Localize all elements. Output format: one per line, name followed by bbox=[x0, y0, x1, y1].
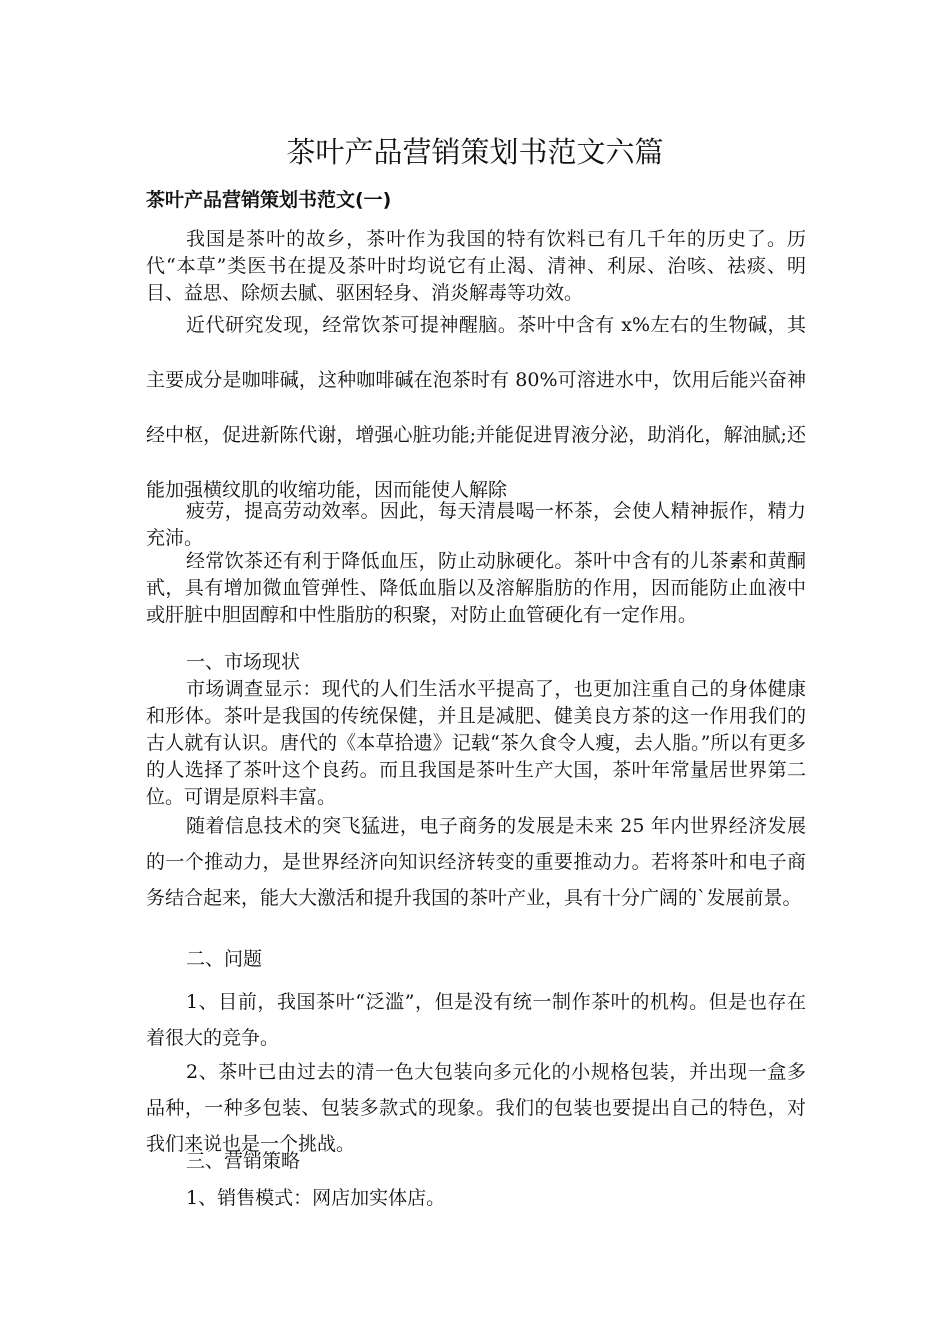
heading-problems: 二、问题 bbox=[186, 948, 263, 970]
paragraph-intro: 我国是茶叶的故乡，茶叶作为我国的特有饮料已有几千年的历史了。历代“本草”类医书在提及茶叶时均说它有止渴、清神、利尿、治咳、祛痰、明目、益思、除烦去腻、驱困轻身、消炎解毒等功效。 bbox=[146, 228, 806, 304]
paragraph-problem-1: 1、目前，我国茶叶“泛滥”，但是没有统一制作茶叶的机构。但是也存在着很大的竞争。 bbox=[146, 991, 806, 1049]
paragraph-sales-model: 1、销售模式：网店加实体店。 bbox=[186, 1187, 446, 1209]
paragraph-research: 近代研究发现，经常饮茶可提神醒脑。茶叶中含有 x%左右的生物碱，其主要成分是咖啡碱，这种咖啡碱在泡茶时有 80%可溶进水中，饮用后能兴奋神经中枢，促进新陈代谢，增强心脏功能;并能促进胃液分泌，助消化，解油腻;还能加强横纹肌的收缩功能，因而能使人解除 bbox=[146, 314, 806, 501]
paragraph-fatigue: 疲劳，提高劳动效率。因此，每天清晨喝一杯茶，会使人精神振作，精力充沛。 bbox=[146, 500, 806, 549]
paragraph-blood-pressure: 经常饮茶还有利于降低血压，防止动脉硬化。茶叶中含有的儿茶素和黄酮甙，具有增加微血管弹性、降低血脂以及溶解脂肪的作用，因而能防止血液中或肝脏中胆固醇和中性脂肪的积聚，对防止血管硬化有一定作用。 bbox=[146, 550, 806, 626]
page-title: 茶叶产品营销策划书范文六篇 bbox=[286, 135, 664, 169]
section-subtitle: 茶叶产品营销策划书范文(一) bbox=[146, 189, 392, 211]
paragraph-problem-2: 2、茶叶已由过去的清一色大包装向多元化的小规格包装，并出现一盒多品种，一种多包装、包装多款式的现象。我们的包装也要提出自己的特色，对我们来说也是一个挑战。 bbox=[146, 1061, 806, 1155]
heading-market-status: 一、市场现状 bbox=[186, 651, 301, 673]
paragraph-market-survey: 市场调查显示：现代的人们生活水平提高了，也更加注重自己的身体健康和形体。茶叶是我国的传统保健，并且是减肥、健美良方茶的这一作用我们的古人就有认识。唐代的《本草拾遗》记载“茶久食令人瘦，去人脂。”所以有更多的人选择了茶叶这个良药。而且我国是茶叶生产大国，茶叶年常量居世界第二位。可谓是原料丰富。 bbox=[146, 678, 806, 808]
paragraph-ecommerce: 随着信息技术的突飞猛进，电子商务的发展是未来 25 年内世界经济发展的一个推动力，是世界经济向知识经济转变的重要推动力。若将茶叶和电子商务结合起来，能大大激活和提升我国的茶叶产业，具有十分广阔的`发展前景。 bbox=[146, 815, 806, 909]
heading-marketing-strategy: 三、营销策略 bbox=[186, 1150, 301, 1172]
